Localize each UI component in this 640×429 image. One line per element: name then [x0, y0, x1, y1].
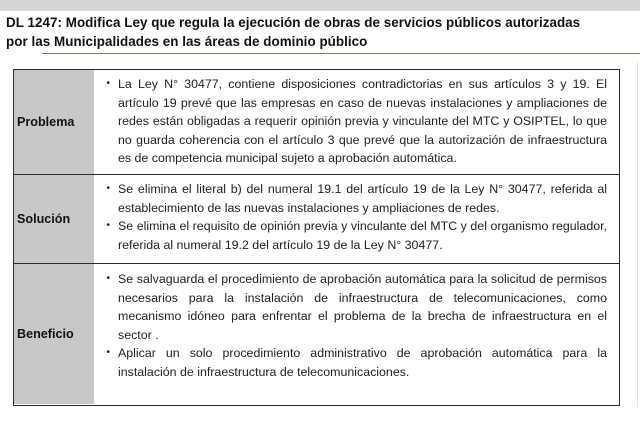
- bullet-icon: •: [106, 220, 110, 232]
- list-item: [94, 75, 607, 168]
- top-bar: [0, 0, 640, 11]
- list-item: [94, 270, 607, 344]
- page-title: [6, 13, 636, 51]
- row-label: Solución: [17, 212, 71, 226]
- title-underline: [42, 53, 640, 54]
- list-item: [94, 344, 607, 381]
- bullet-icon: •: [106, 347, 110, 359]
- row-label-cell: [14, 264, 94, 404]
- title-line-2: por las Municipalidades en las áreas de dominio público: [6, 34, 368, 49]
- right-edge-divider: [637, 62, 638, 407]
- row-content-cell: [94, 264, 619, 404]
- summary-table: [13, 69, 620, 406]
- table-row-beneficio: [14, 264, 619, 404]
- list-item: [94, 217, 607, 254]
- table-row-solucion: [14, 175, 619, 264]
- row-label: Beneficio: [17, 327, 74, 341]
- bullet-text: Se elimina el literal b) del numeral 19.1 del artículo 19 de la Ley N° 30477, referida al establecimiento de las nuevas instalaciones y ampliaciones de redes.: [118, 182, 607, 215]
- table-row-problema: [14, 70, 619, 175]
- row-label-cell: [14, 70, 94, 174]
- list-item: [94, 180, 607, 217]
- bullet-text: Aplicar un solo procedimiento administrativo de aprobación automática para la instalación de infraestructura de telecomunicaciones.: [118, 346, 607, 379]
- bullet-text: Se salvaguarda el procedimiento de aprobación automática para la solicitud de permisos necesarios para la instalación de infraestructura de telecomunicaciones, como mecanismo idóneo para enfrentar el problema de la brecha de infraestructura en el sector .: [118, 272, 607, 342]
- title-line-1: DL 1247: Modifica Ley que regula la ejecución de obras de servicios públicos autorizadas: [6, 15, 581, 30]
- row-content-cell: [94, 175, 619, 263]
- row-label: Problema: [17, 115, 75, 129]
- bullet-text: Se elimina el requisito de opinión previa y vinculante del MTC y del organismo regulador, referida al numeral 19.2 del artículo 19 de la Ley N° 30477.: [118, 219, 607, 252]
- row-label-cell: [14, 175, 94, 263]
- bullet-icon: •: [106, 183, 110, 194]
- row-content-cell: [94, 70, 619, 174]
- bullet-icon: •: [106, 273, 110, 284]
- bullet-icon: •: [106, 78, 110, 89]
- bullet-text: La Ley N° 30477, contiene disposiciones contradictorias en sus artículos 3 y 19. El artículo 19 prevé que las empresas en caso de nuevas instalaciones y ampliaciones de redes están obligadas a requerir opinión previa y vinculante del MTC y OSIPTEL, lo que no guarda coherencia con el artículo 3 que prevé que la autorización de infraestructura es de competencia municipal sujeto a aprobación automática.: [118, 77, 607, 166]
